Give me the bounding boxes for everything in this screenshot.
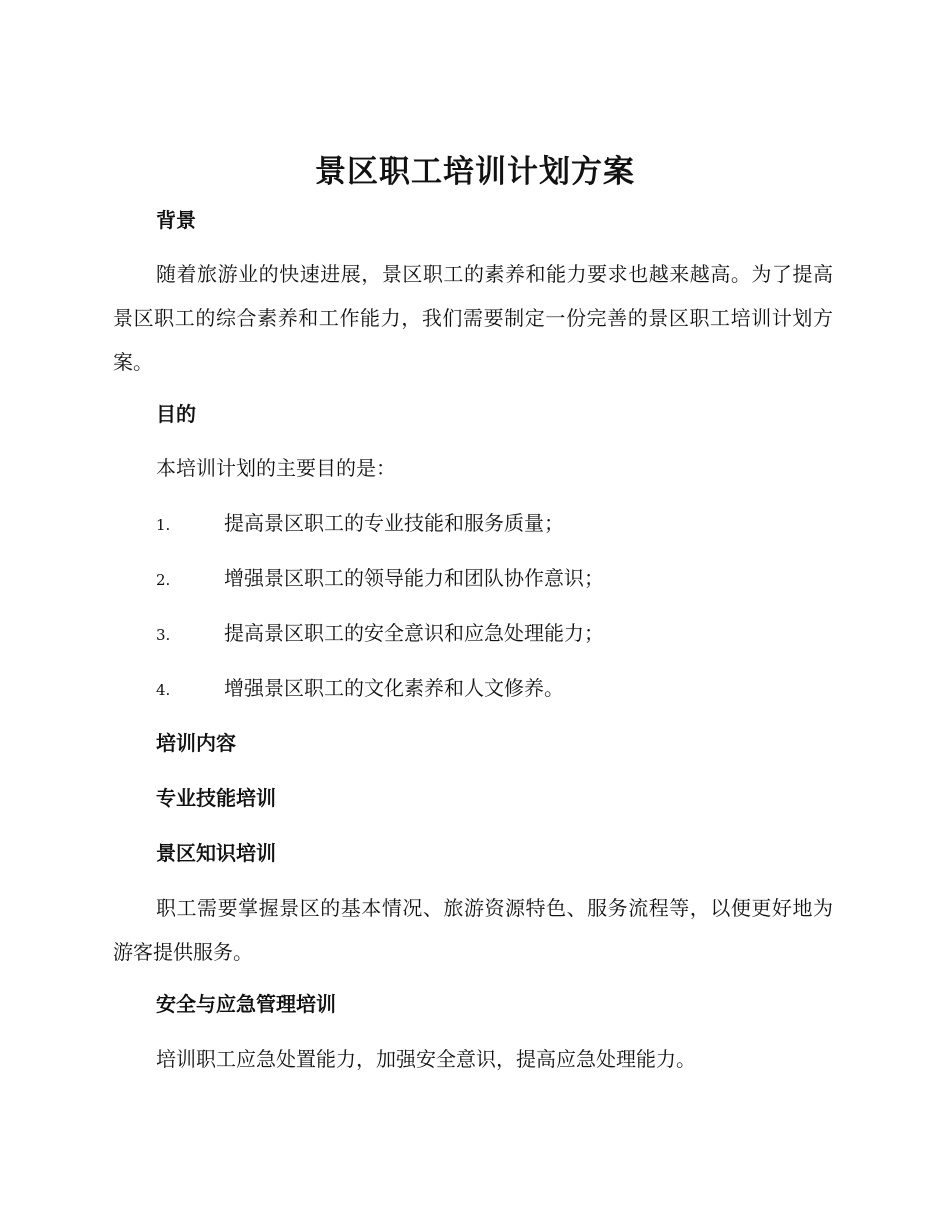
list-number: 3. [156, 626, 171, 644]
list-text: 增强景区职工的领导能力和团队协作意识； [224, 566, 604, 590]
subheading-professional-skills: 专业技能培训 [156, 786, 276, 810]
purpose-intro: 本培训计划的主要目的是： [156, 456, 396, 480]
safety-paragraph: 培训职工应急处置能力，加强安全意识，提高应急处理能力。 [156, 1047, 696, 1071]
section-heading-purpose: 目的 [156, 402, 196, 426]
section-heading-content: 培训内容 [156, 731, 236, 755]
list-text: 提高景区职工的专业技能和服务质量； [224, 511, 564, 535]
background-paragraph: 随着旅游业的快速进展，景区职工的素养和能力要求也越来越高。为了提高景区职工的综合素养和工作能力，我们需要制定一份完善的景区职工培训计划方案。 [113, 262, 833, 374]
scenic-knowledge-paragraph: 职工需要掌握景区的基本情况、旅游资源特色、服务流程等，以便更好地为游客提供服务。 [113, 896, 833, 964]
document-title: 景区职工培训计划方案 [315, 154, 635, 190]
list-number: 1. [156, 516, 171, 534]
list-number: 2. [156, 571, 171, 589]
list-text: 提高景区职工的安全意识和应急处理能力； [224, 621, 604, 645]
subheading-safety: 安全与应急管理培训 [156, 992, 336, 1016]
section-heading-background: 背景 [156, 208, 196, 232]
list-text: 增强景区职工的文化素养和人文修养。 [224, 676, 564, 700]
subheading-scenic-knowledge: 景区知识培训 [156, 841, 276, 865]
list-number: 4. [156, 681, 171, 699]
